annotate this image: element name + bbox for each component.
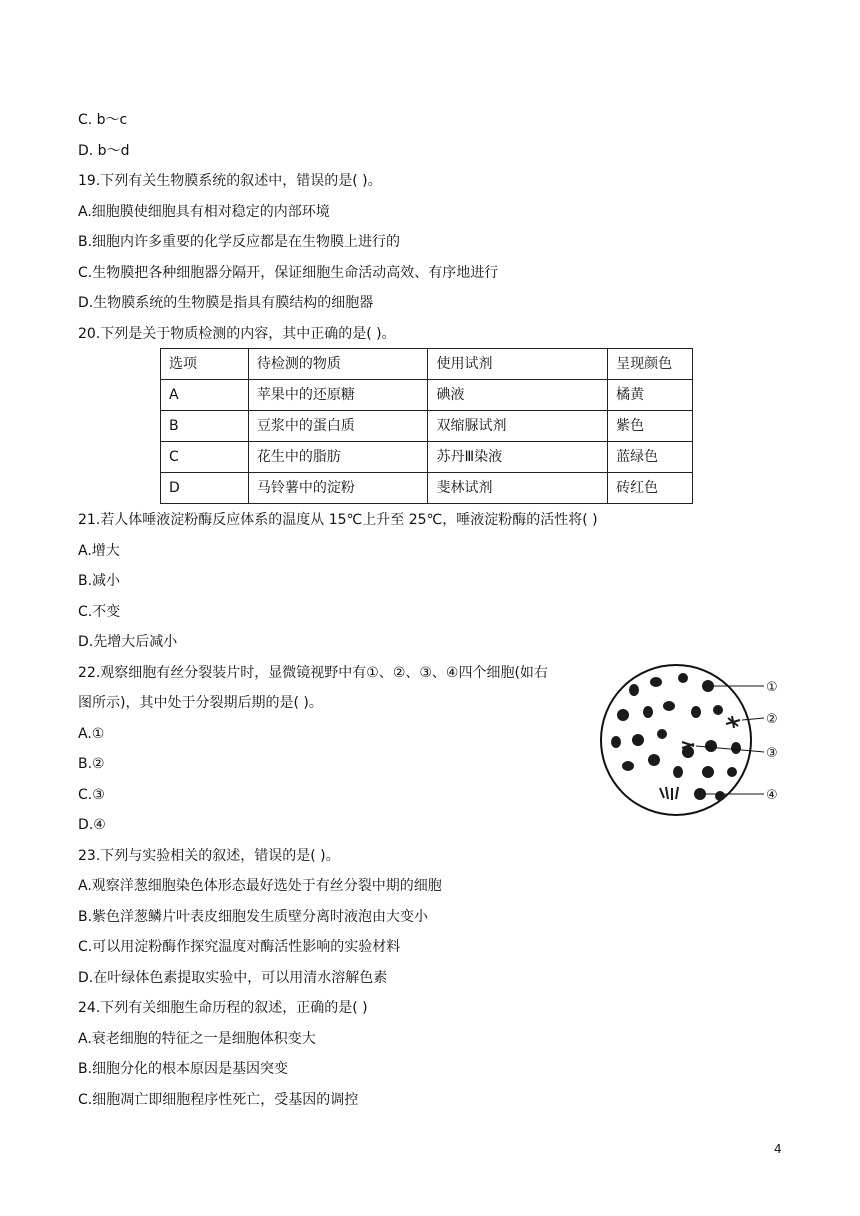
detection-table [160, 348, 693, 504]
option-c-q24: C.细胞凋亡即细胞程序性死亡，受基因的调控 [78, 1092, 359, 1108]
option-b-q24: B.细胞分化的根本原因是基因突变 [78, 1061, 289, 1077]
option-a-q23: A.观察洋葱细胞染色体形态最好选处于有丝分裂中期的细胞 [78, 878, 442, 894]
option-d-q18: D. b～d [78, 143, 130, 159]
question-22-cont: 图所示)，其中处于分裂期后期的是( )。 [78, 695, 323, 711]
table-header-cell: 使用试剂 [428, 349, 608, 380]
question-22: 22.观察细胞有丝分裂装片时，显微镜视野中有①、②、③、④四个细胞(如右 [78, 665, 548, 681]
option-a-q19: A.细胞膜使细胞具有相对稳定的内部环境 [78, 204, 330, 220]
option-b-q19: B.细胞内许多重要的化学反应都是在生物膜上进行的 [78, 234, 401, 250]
table-row [161, 411, 693, 442]
table-header-cell: 选项 [161, 349, 249, 380]
table-cell: 苏丹Ⅲ染液 [428, 442, 608, 473]
question-19: 19.下列有关生物膜系统的叙述中，错误的是( )。 [78, 173, 382, 189]
table-row [161, 442, 693, 473]
question-23: 23.下列与实验相关的叙述，错误的是( )。 [78, 848, 340, 864]
question-24: 24.下列有关细胞生命历程的叙述，正确的是( ) [78, 1000, 368, 1016]
option-b-q23: B.紫色洋葱鳞片叶表皮细胞发生质壁分离时液泡由大变小 [78, 909, 429, 925]
table-cell: 双缩脲试剂 [428, 411, 608, 442]
option-c-q18: C. b～c [78, 112, 128, 128]
option-c-q21: C.不变 [78, 604, 121, 620]
option-b-q21: B.减小 [78, 573, 121, 589]
option-d-q23: D.在叶绿体色素提取实验中，可以用清水溶解色素 [78, 970, 388, 986]
table-cell: 花生中的脂肪 [248, 442, 428, 473]
table-cell: 马铃薯中的淀粉 [248, 473, 428, 504]
option-a-q22: A.① [78, 726, 105, 742]
option-a-q24: A.衰老细胞的特征之一是细胞体积变大 [78, 1031, 316, 1047]
cell-label-1: ① [766, 680, 778, 695]
option-a-q21: A.增大 [78, 543, 120, 559]
table-cell: 橘黄 [608, 380, 693, 411]
field-of-view-circle [601, 665, 751, 815]
option-b-q22: B.② [78, 756, 105, 772]
table-row [161, 380, 693, 411]
option-c-q23: C.可以用淀粉酶作探究温度对酶活性影响的实验材料 [78, 939, 401, 955]
option-d-q19: D.生物膜系统的生物膜是指具有膜结构的细胞器 [78, 295, 374, 311]
table-header-cell: 呈现颜色 [608, 349, 693, 380]
table-cell: 苹果中的还原糖 [248, 380, 428, 411]
table-cell: 砖红色 [608, 473, 693, 504]
table-cell: D [161, 473, 249, 504]
option-c-q22: C.③ [78, 787, 105, 803]
table-row [161, 473, 693, 504]
table-cell: B [161, 411, 249, 442]
table-cell: 紫色 [608, 411, 693, 442]
table-cell: A [161, 380, 249, 411]
table-header-cell: 待检测的物质 [248, 349, 428, 380]
table-cell: 碘液 [428, 380, 608, 411]
page-number: 4 [774, 1142, 782, 1156]
table-cell: 豆浆中的蛋白质 [248, 411, 428, 442]
option-d-q22: D.④ [78, 817, 106, 833]
table-header-row [161, 349, 693, 380]
question-20: 20.下列是关于物质检测的内容，其中正确的是( )。 [78, 326, 396, 342]
table-cell: C [161, 442, 249, 473]
cell-label-4: ④ [766, 788, 778, 803]
cell-label-2: ② [766, 712, 778, 727]
table-cell: 蓝绿色 [608, 442, 693, 473]
option-d-q21: D.先增大后减小 [78, 634, 178, 650]
microscope-field-figure [596, 660, 796, 820]
option-c-q19: C.生物膜把各种细胞器分隔开，保证细胞生命活动高效、有序地进行 [78, 265, 499, 281]
table-cell: 斐林试剂 [428, 473, 608, 504]
cell-label-3: ③ [766, 746, 778, 761]
question-21: 21.若人体唾液淀粉酶反应体系的温度从 15℃上升至 25℃，唾液淀粉酶的活性将( ) [78, 512, 598, 528]
